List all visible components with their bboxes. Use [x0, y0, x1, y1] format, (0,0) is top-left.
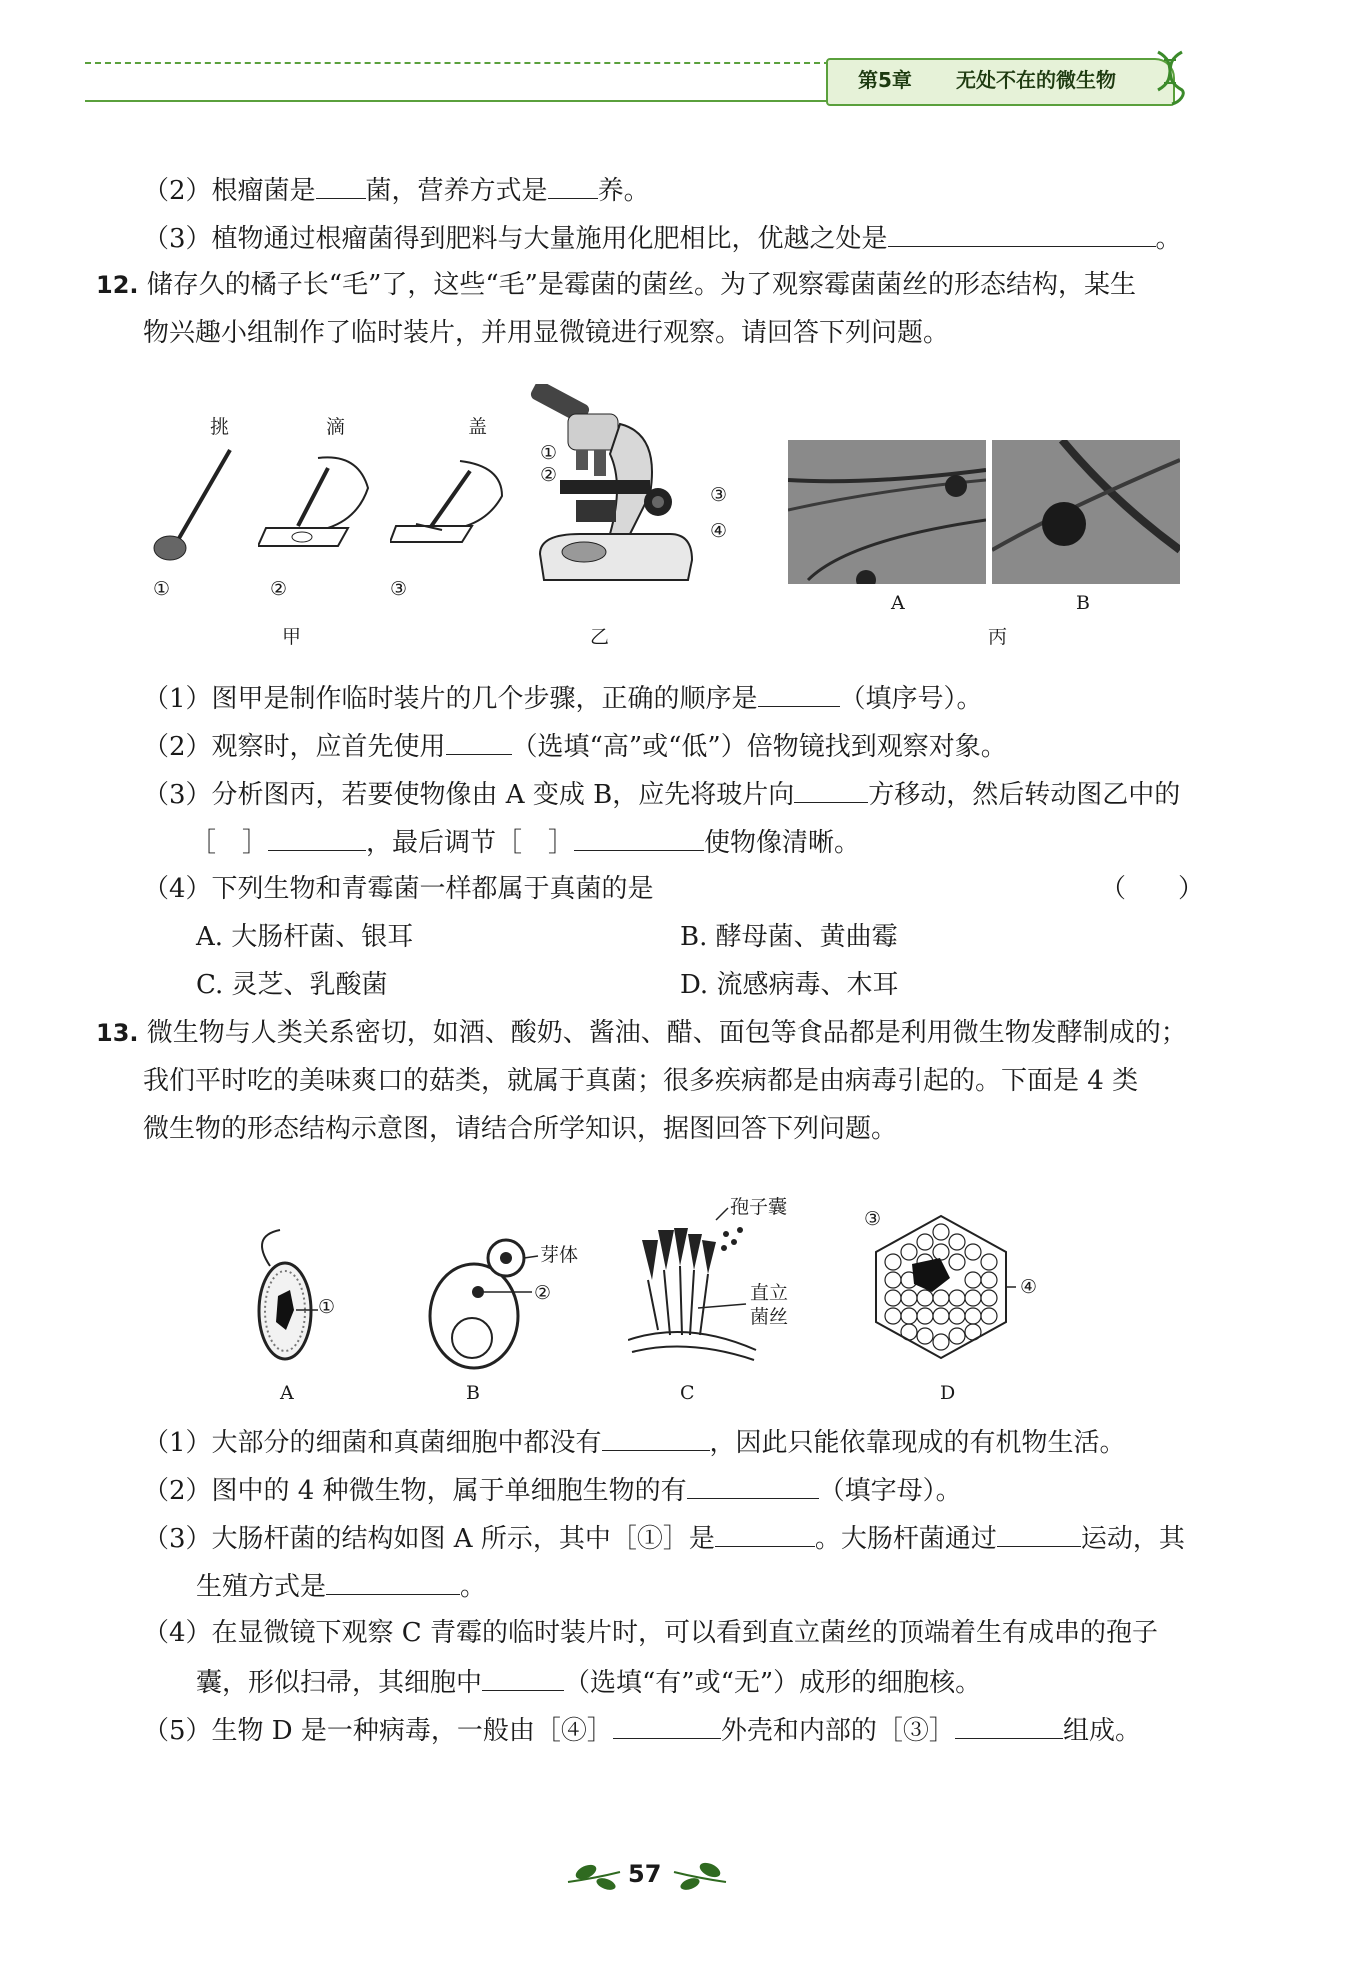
figure-letter: B [466, 1382, 480, 1404]
figure-letter: A [280, 1382, 294, 1404]
q13-part5: （5）生物 D 是一种病毒，一般由［④］ 外壳和内部的［③］ 组成。 [143, 1712, 1141, 1748]
chapter-label: 第5章 [858, 68, 912, 92]
q13-part4-line2: 囊，形似扫帚，其细胞中 （选填“有”或“无”）成形的细胞核。 [196, 1664, 981, 1700]
blank[interactable] [997, 1520, 1081, 1547]
dna-helix-icon [1150, 50, 1190, 106]
figure-letter: C [680, 1382, 695, 1404]
q12-part1: （1）图甲是制作临时装片的几个步骤，正确的顺序是 （填序号）。 [143, 680, 983, 716]
blank[interactable] [316, 172, 366, 199]
micrograph-label: A [891, 592, 905, 614]
blank[interactable] [482, 1664, 564, 1691]
option-b[interactable]: B. 酵母菌、黄曲霉 [680, 922, 898, 952]
label-a1: ① [318, 1296, 336, 1318]
label-d3: ③ [864, 1208, 882, 1230]
micrograph-b [992, 440, 1180, 584]
q12-part2: （2）观察时，应首先使用 （选填“高”或“低”）倍物镜找到观察对象。 [143, 728, 1007, 764]
step2-illustration [258, 448, 378, 558]
micrograph-label: B [1076, 592, 1090, 614]
scope-label: ① [540, 442, 558, 464]
blank[interactable] [602, 1424, 710, 1451]
label-b2: ② [534, 1282, 552, 1304]
header-dotted-rule [85, 62, 830, 64]
blank[interactable] [446, 728, 512, 755]
label-c-sporangium: 孢子囊 [730, 1196, 788, 1218]
scope-label: ② [540, 464, 558, 486]
option-c[interactable]: C. 灵芝、乳酸菌 [196, 970, 388, 1000]
label-c-hypha: 菌丝 [750, 1306, 789, 1328]
step-label: 盖 [468, 416, 488, 438]
q13-part2: （2）图中的 4 种微生物，属于单细胞生物的有 （填字母）。 [143, 1472, 962, 1508]
yeast-illustration [420, 1230, 540, 1370]
answer-paren[interactable]: （ ） [1100, 874, 1205, 904]
figure-letter: D [940, 1382, 956, 1404]
q13-part3: （3）大肠杆菌的结构如图 A 所示，其中［①］是 。大肠杆菌通过 运动，其 [143, 1520, 1185, 1556]
q11-part2: （2）根瘤菌是 菌，营养方式是 养。 [143, 172, 650, 208]
question-number: 12. [96, 271, 139, 299]
leaf-left-icon [566, 1858, 622, 1892]
blank[interactable] [548, 172, 598, 199]
figure-caption: 乙 [590, 626, 610, 648]
option-a[interactable]: A. 大肠杆菌、银耳 [196, 922, 414, 952]
step-num: ② [270, 578, 288, 600]
blank[interactable] [758, 680, 840, 707]
q13-stem-line1: 13. 微生物与人类关系密切，如酒、酸奶、酱油、醋、面包等食品都是利用微生物发酵制成的； [96, 1018, 1187, 1048]
label-c-hypha: 直立 [750, 1282, 789, 1304]
blank[interactable] [574, 824, 704, 851]
leaf-right-icon [672, 1858, 728, 1892]
bacterium-illustration [240, 1226, 330, 1366]
blank[interactable] [955, 1712, 1063, 1739]
blank[interactable] [613, 1712, 721, 1739]
q12-stem-line1: 12. 储存久的橘子长“毛”了，这些“毛”是霉菌的菌丝。为了观察霉菌菌丝的形态结构，某生 [96, 270, 1136, 300]
q12-part3: （3）分析图丙，若要使物像由 A 变成 B，应先将玻片向 方移动，然后转动图乙中的 [143, 776, 1180, 812]
blank[interactable] [687, 1472, 819, 1499]
q13-stem-line2: 我们平时吃的美味爽口的菇类，就属于真菌；很多疾病都是由病毒引起的。下面是 4 类 [143, 1066, 1139, 1096]
step-label: 挑 [210, 416, 230, 438]
q13-part1: （1）大部分的细菌和真菌细胞中都没有 ，因此只能依靠现成的有机物生活。 [143, 1424, 1126, 1460]
q12-part4: （4）下列生物和青霉菌一样都属于真菌的是 [143, 874, 654, 904]
penicillium-illustration [628, 1200, 758, 1370]
step-num: ③ [390, 578, 408, 600]
chapter-tab [826, 58, 1175, 106]
microscope-illustration [520, 384, 700, 598]
q13-stem-line3: 微生物的形态结构示意图，请结合所学知识，据图回答下列问题。 [143, 1114, 898, 1144]
blank[interactable] [794, 776, 868, 803]
label-d4: ④ [1020, 1276, 1038, 1298]
scope-label: ④ [710, 520, 728, 542]
micrograph-a [788, 440, 986, 584]
step1-illustration [140, 440, 250, 570]
blank[interactable] [715, 1520, 815, 1547]
q13-part3-line2: 生殖方式是 。 [196, 1568, 486, 1604]
figure-caption: 甲 [282, 626, 302, 648]
step-num: ① [153, 578, 171, 600]
option-d[interactable]: D. 流感病毒、木耳 [680, 970, 899, 1000]
q13-part4-line1: （4）在显微镜下观察 C 青霉的临时装片时，可以看到直立菌丝的顶端着生有成串的孢子 [143, 1618, 1158, 1648]
figure-caption: 丙 [988, 626, 1008, 648]
q12-stem-line2: 物兴趣小组制作了临时装片，并用显微镜进行观察。请回答下列问题。 [143, 318, 950, 348]
q11-part3: （3）植物通过根瘤菌得到肥料与大量施用化肥相比，优越之处是 。 [143, 220, 1182, 256]
blank[interactable] [888, 220, 1156, 247]
blank[interactable] [326, 1568, 460, 1595]
question-number: 13. [96, 1019, 139, 1047]
q12-part3-line2: ［ ］ ，最后调节［ ］ 使物像清晰。 [190, 824, 860, 860]
blank[interactable] [268, 824, 366, 851]
chapter-title: 无处不在的微生物 [956, 68, 1116, 92]
scope-label: ③ [710, 484, 728, 506]
page-number: 57 [628, 1860, 662, 1888]
step-label: 滴 [326, 416, 346, 438]
label-b-bud: 芽体 [540, 1244, 579, 1266]
step3-illustration [390, 456, 510, 556]
virus-illustration [866, 1212, 1016, 1362]
